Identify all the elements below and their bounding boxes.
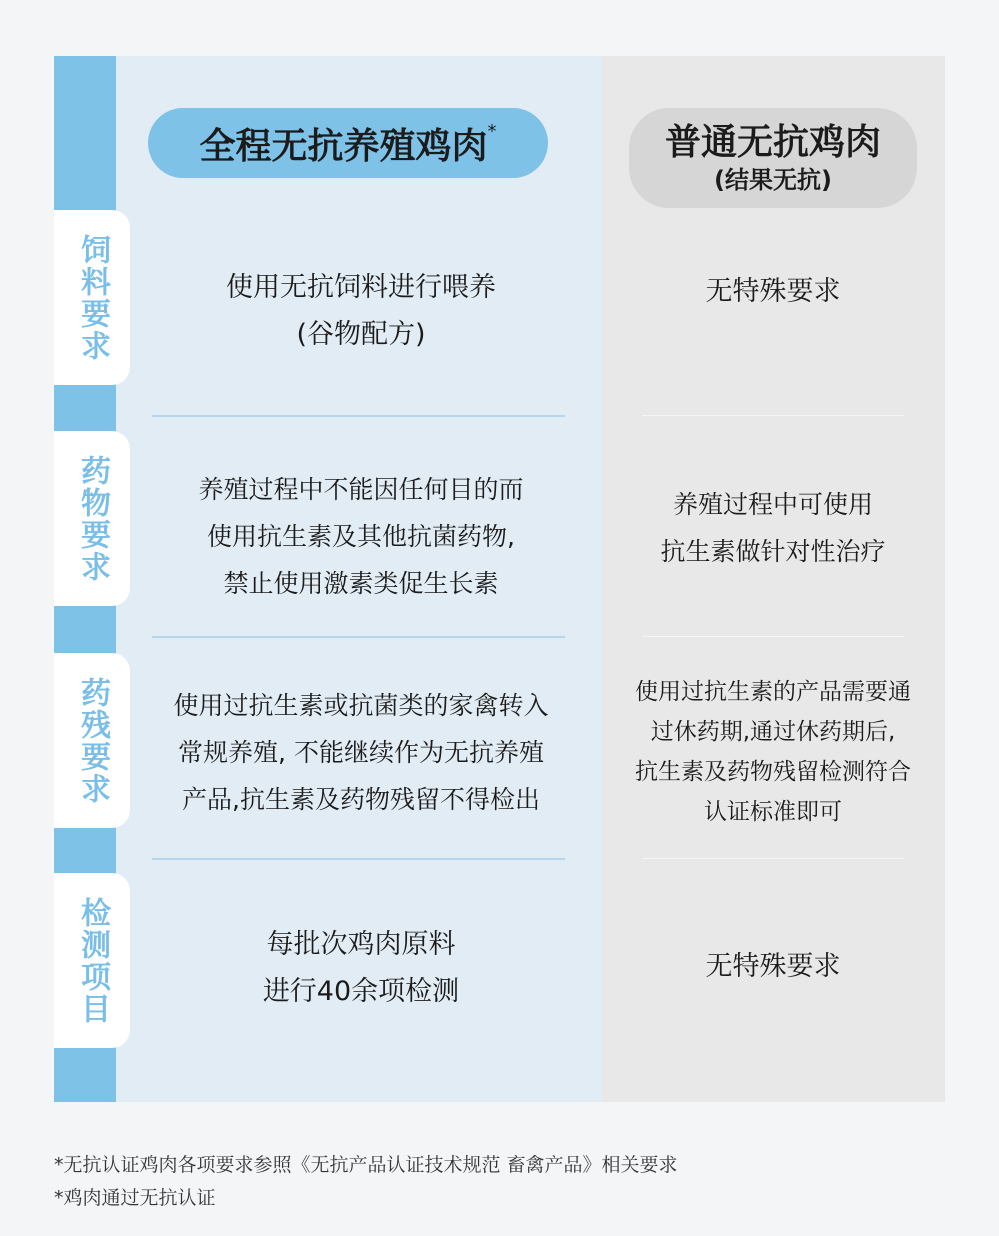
footnote-mark: *	[487, 120, 497, 142]
right-header-title: 普通无抗鸡肉	[664, 122, 881, 163]
row-label-residue: 药残要求	[54, 653, 130, 828]
row-divider	[152, 415, 565, 417]
row-label-feed: 饲料要求	[54, 210, 130, 385]
row-divider	[152, 858, 565, 860]
row-divider	[152, 636, 565, 638]
footnote-standard: *无抗认证鸡肉各项要求参照《无抗产品认证技术规范 畜禽产品》相关要求	[54, 1154, 678, 1176]
residue-right-cell: 使用过抗生素的产品需要通 过休药期,通过休药期后, 抗生素及药物残留检测符合 认证标准即可	[635, 679, 911, 825]
row-divider	[642, 858, 904, 859]
footnote-certification: *鸡肉通过无抗认证	[54, 1187, 216, 1209]
row-divider	[642, 636, 904, 637]
drug-left-cell: 养殖过程中不能因任何目的而 使用抗生素及其他抗菌药物, 禁止使用激素类促生长素	[198, 474, 524, 598]
left-column-header	[148, 108, 548, 178]
feed-right-cell: 无特殊要求	[705, 275, 841, 307]
row-label-drug: 药物要求	[54, 431, 130, 606]
row-label-testing: 检测项目	[54, 873, 130, 1048]
testing-left-cell: 每批次鸡肉原料 进行40余项检测	[262, 929, 460, 1007]
comparison-table	[54, 56, 945, 1102]
drug-right-cell: 养殖过程中可使用 抗生素做针对性治疗	[660, 490, 886, 566]
feed-left-cell: 使用无抗饲料进行喂养 (谷物配方)	[226, 272, 496, 350]
row-divider	[642, 415, 904, 416]
residue-left-cell: 使用过抗生素或抗菌类的家禽转入 常规养殖, 不能继续作为无抗养殖 产品,抗生素及药物残留不得检出	[173, 690, 549, 814]
left-header-title: 全程无抗养殖鸡肉*	[199, 120, 497, 167]
testing-right-cell: 无特殊要求	[705, 950, 841, 982]
right-header-subtitle: (结果无抗)	[714, 166, 832, 194]
right-column-header	[629, 108, 917, 208]
